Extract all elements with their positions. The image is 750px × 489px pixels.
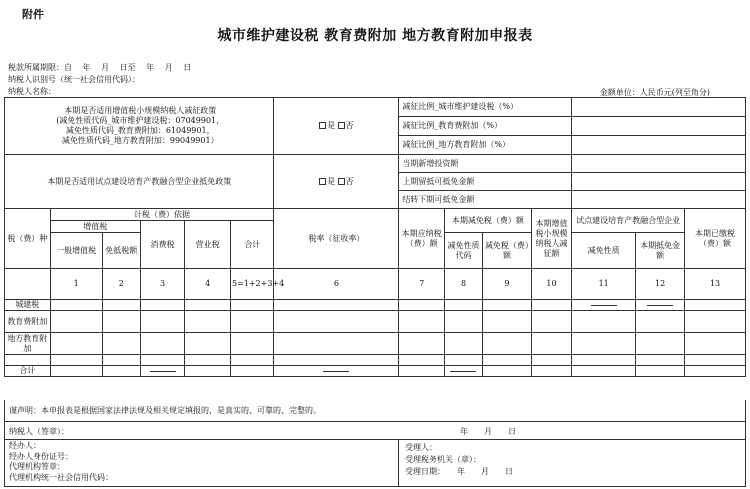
col-number: 12 xyxy=(636,269,685,300)
col-tax-type: 税（费）种 xyxy=(5,209,51,269)
policy1-line3: 减免性质代码_教育费附加：61049901， xyxy=(65,126,215,135)
cell-input[interactable] xyxy=(274,311,399,333)
cell-input[interactable] xyxy=(399,355,445,366)
row-label: 教育费附加 xyxy=(5,311,51,333)
cell-input[interactable] xyxy=(102,333,140,355)
dash-mark xyxy=(647,305,673,306)
receive-date-label: 受理日期： 年 月 日 xyxy=(405,467,513,476)
cell-input[interactable] xyxy=(444,300,482,311)
cell-input[interactable] xyxy=(50,311,102,333)
cell-input[interactable] xyxy=(483,366,532,377)
taxpayer-name: 纳税人名称： xyxy=(8,87,56,96)
policy2-value-field[interactable] xyxy=(572,191,746,209)
handler-id-label: 经办人身份证号： xyxy=(9,451,73,461)
cell-input[interactable] xyxy=(140,300,185,311)
cell-input[interactable] xyxy=(685,333,746,355)
cell-input[interactable] xyxy=(572,333,636,355)
col-general-vat: 一般增值税 xyxy=(50,233,102,269)
cell-input[interactable] xyxy=(230,333,274,355)
policy1-line1: 本期是否适用增值税小规模纳税人减征政策 xyxy=(64,106,217,115)
cell-input[interactable] xyxy=(102,355,140,366)
cell-input[interactable] xyxy=(531,355,571,366)
cell-input[interactable] xyxy=(230,311,274,333)
agent-info xyxy=(5,440,399,486)
cell-disabled xyxy=(140,366,185,377)
col-number: 7 xyxy=(399,269,445,300)
cell-input[interactable] xyxy=(572,366,636,377)
cell-disabled xyxy=(636,300,685,311)
cell-input[interactable] xyxy=(444,333,482,355)
cell-input[interactable] xyxy=(185,300,231,311)
cell-input[interactable] xyxy=(50,333,102,355)
cell-input[interactable] xyxy=(274,355,399,366)
col-number: 13 xyxy=(685,269,746,300)
table-row xyxy=(5,311,746,333)
col-number: 8 xyxy=(444,269,482,300)
cell-input[interactable] xyxy=(531,300,571,311)
cell-input[interactable] xyxy=(50,355,102,366)
cell-input[interactable] xyxy=(685,300,746,311)
cell-input[interactable] xyxy=(531,311,571,333)
cell-input[interactable] xyxy=(185,366,231,377)
col-number: 6 xyxy=(274,269,399,300)
cell-input[interactable] xyxy=(444,355,482,366)
policy1-line4: 减免性质代码_地方教育附加：99049901） xyxy=(61,136,219,145)
cell-input[interactable] xyxy=(230,355,274,366)
row-label: 城建税 xyxy=(5,300,51,311)
tax-period: 税款所属期限：自 年 月 日至 年 月 日 xyxy=(8,63,192,72)
receiver-label: 受理人： xyxy=(405,443,437,452)
cell-input[interactable] xyxy=(483,355,532,366)
cell-input[interactable] xyxy=(185,311,231,333)
dash-mark xyxy=(150,371,176,372)
cell-input[interactable] xyxy=(399,366,445,377)
row-label-total: 合计 xyxy=(5,366,51,377)
policy1-description xyxy=(5,98,274,155)
receiver-office-label: 受理税务机关（章）： xyxy=(405,455,481,464)
amount-unit: 金额单位：人民币元(列至角分) xyxy=(599,88,710,97)
declaration-statement: 谨声明：本申报表是根据国家法律法规及相关规定填报的，是真实的、可靠的、完整的。 xyxy=(4,400,746,422)
cell-input[interactable] xyxy=(685,311,746,333)
policy2-item: 结转下期可抵免金额 xyxy=(399,191,572,209)
policy1-line2: (减免性质代码_城市维护建设税：07049901， xyxy=(56,116,225,125)
receiver-info xyxy=(405,442,513,478)
row-label: 地方教育附加 xyxy=(5,333,51,355)
handler-label: 经办人： xyxy=(9,441,41,450)
attachment-label: 附件 xyxy=(22,8,44,21)
cell-input[interactable] xyxy=(230,366,274,377)
cell-input[interactable] xyxy=(102,366,140,377)
col-number: 3 xyxy=(140,269,185,300)
cell-input[interactable] xyxy=(636,333,685,355)
policy1-value-field[interactable] xyxy=(572,117,746,136)
policy2-value-field[interactable] xyxy=(572,173,746,191)
policy2-yes-checkbox[interactable] xyxy=(319,178,326,185)
cell-input[interactable] xyxy=(102,300,140,311)
table-row xyxy=(5,366,746,377)
declaration-table xyxy=(4,97,746,377)
dash-mark xyxy=(323,371,349,372)
col-relief-code: 减免性质代码 xyxy=(444,233,482,269)
policy1-no-checkbox[interactable] xyxy=(338,122,345,129)
policy2-no-checkbox[interactable] xyxy=(338,178,345,185)
cell-input[interactable] xyxy=(685,366,746,377)
taxpayer-signature-label: 纳税人（签章）： xyxy=(9,427,69,436)
cell-input[interactable] xyxy=(140,311,185,333)
col-business: 营业税 xyxy=(185,221,231,269)
cell-input[interactable] xyxy=(531,366,571,377)
col-basis-group: 计税（费）依据 xyxy=(50,209,274,221)
col-number: 10 xyxy=(531,269,571,300)
policy1-choice[interactable] xyxy=(274,98,399,155)
cell-input[interactable] xyxy=(483,311,532,333)
col-payable: 本期应纳税（费）额 xyxy=(399,209,445,269)
policy1-yes-checkbox[interactable] xyxy=(319,122,326,129)
cell-input[interactable] xyxy=(50,300,102,311)
cell-input[interactable] xyxy=(185,333,231,355)
col-total: 合计 xyxy=(230,221,274,269)
cell-disabled xyxy=(274,366,399,377)
cell-input[interactable] xyxy=(636,311,685,333)
col-pilot-code: 减免性质 xyxy=(572,233,636,269)
col-exempt-vat: 免抵税额 xyxy=(102,233,140,269)
agency-seal-label: 代理机构签章： xyxy=(9,462,65,471)
taxpayer-id: 纳税人识别号（统一社会信用代码）： xyxy=(8,75,140,84)
cell-input[interactable] xyxy=(399,300,445,311)
cell-input[interactable] xyxy=(531,333,571,355)
signature-date: 年 月 日 xyxy=(460,427,516,436)
policy1-value-field[interactable] xyxy=(572,136,746,155)
col-relief-group: 本期减免税（费）额 xyxy=(444,209,531,233)
policy1-item: 减征比例_城市维护建设税（%） xyxy=(399,98,572,117)
agent-section xyxy=(4,440,746,487)
table-row xyxy=(5,355,746,366)
policy1-no-label: 否 xyxy=(345,121,354,130)
policy1-item: 减征比例_教育费附加（%） xyxy=(399,117,572,136)
col-relief-amount: 减免税（费）额 xyxy=(483,233,532,269)
policy1-yes-label: 是 xyxy=(327,121,336,130)
policy2-choice[interactable] xyxy=(274,155,399,209)
policy1-item: 减征比例_地方教育附加（%） xyxy=(399,136,572,155)
cell-input[interactable] xyxy=(140,355,185,366)
col-number: 4 xyxy=(185,269,231,300)
cell-disabled xyxy=(572,300,636,311)
cell-input[interactable] xyxy=(140,333,185,355)
signature-row xyxy=(4,422,746,440)
cell-input[interactable] xyxy=(444,311,482,333)
policy2-item: 上期留抵可抵免金额 xyxy=(399,173,572,191)
cell-input[interactable] xyxy=(274,300,399,311)
cell-input[interactable] xyxy=(636,355,685,366)
cell-input[interactable] xyxy=(483,333,532,355)
table-row xyxy=(5,300,746,311)
col-vat-group: 增值税 xyxy=(50,221,140,233)
cell-input[interactable] xyxy=(572,311,636,333)
col-pilot-amount: 本期抵免金额 xyxy=(636,233,685,269)
cell-input[interactable] xyxy=(274,333,399,355)
cell-input[interactable] xyxy=(685,355,746,366)
dash-mark xyxy=(591,305,617,306)
cell-input[interactable] xyxy=(399,311,445,333)
policy2-yes-label: 是 xyxy=(327,176,336,186)
cell-input[interactable] xyxy=(50,366,102,377)
cell-input[interactable] xyxy=(230,300,274,311)
table-row xyxy=(5,333,746,355)
cell-input[interactable] xyxy=(102,311,140,333)
col-number: 5=1+2+3+4 xyxy=(230,269,274,300)
policy2-value-field[interactable] xyxy=(572,155,746,173)
col-consumption: 消费税 xyxy=(140,221,185,269)
cell-input[interactable] xyxy=(185,355,231,366)
col-number-blank xyxy=(5,269,51,300)
policy1-value-field[interactable] xyxy=(572,98,746,117)
agency-code-label: 代理机构统一社会信用代码： xyxy=(9,472,113,482)
col-number: 1 xyxy=(50,269,102,300)
cell-input[interactable] xyxy=(636,366,685,377)
cell-input[interactable] xyxy=(399,333,445,355)
col-number: 2 xyxy=(102,269,140,300)
col-rate: 税率（征收率） xyxy=(274,209,399,269)
policy2-item: 当期新增投资额 xyxy=(399,155,572,173)
dash-mark xyxy=(450,371,476,372)
policy2-no-label: 否 xyxy=(345,176,354,186)
cell-input[interactable] xyxy=(572,355,636,366)
row-label xyxy=(5,355,51,366)
col-small-scale: 本期增值税小规模纳税人减征额 xyxy=(531,209,571,269)
col-pilot-group: 试点建设培育产教融合型企业 xyxy=(572,209,685,233)
col-paid: 本期已缴税（费）额 xyxy=(685,209,746,269)
cell-disabled xyxy=(444,366,482,377)
col-number: 11 xyxy=(572,269,636,300)
cell-input[interactable] xyxy=(483,300,532,311)
policy2-description: 本期是否适用试点建设培育产教融合型企业抵免政策 xyxy=(5,155,274,209)
form-title: 城市维护建设税 教育费附加 地方教育附加申报表 xyxy=(217,28,533,44)
col-number: 9 xyxy=(483,269,532,300)
